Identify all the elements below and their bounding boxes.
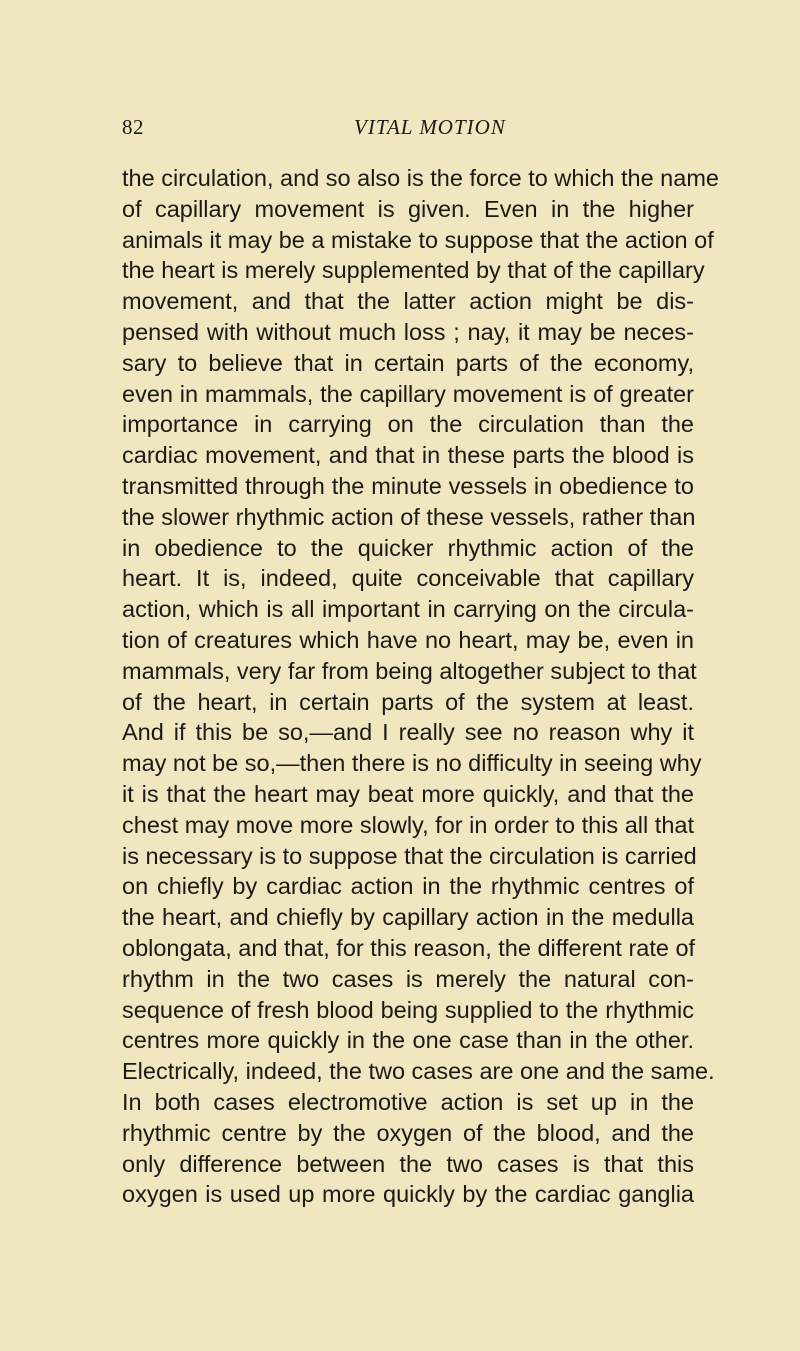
text-line: the slower rhythmic action of these vessels, rather than xyxy=(122,503,696,530)
text-line: mammals, very far from being altogether subject to that xyxy=(122,657,697,684)
text-line: importance in carrying on the circulation than the xyxy=(122,411,694,438)
text-line: on chiefly by cardiac action in the rhythmic centres of xyxy=(122,873,694,900)
text-line: centres more quickly in the one case than in the other. xyxy=(122,1027,694,1054)
text-line: sary to believe that in certain parts of the economy, xyxy=(122,349,694,376)
text-line: rhythm in the two cases is merely the natural con- xyxy=(122,965,694,992)
text-line: animals it may be a mistake to suppose that the action of xyxy=(122,226,714,253)
text-line: Electrically, indeed, the two cases are one and the same. xyxy=(122,1058,715,1085)
text-line: only difference between the two cases is that this xyxy=(122,1150,694,1177)
text-line: in obedience to the quicker rhythmic action of the xyxy=(122,534,694,561)
text-line: oxygen is used up more quickly by the cardiac ganglia xyxy=(122,1181,694,1208)
text-line: may not be so,—then there is no difficulty in seeing why xyxy=(122,750,702,777)
text-line: oblongata, and that, for this reason, the different rate of xyxy=(122,934,696,961)
page-number: 82 xyxy=(122,115,144,139)
text-line: rhythmic centre by the oxygen of the blood, and the xyxy=(122,1119,694,1146)
text-line: tion of creatures which have no heart, may be, even in xyxy=(122,626,694,653)
text-line: In both cases electromotive action is set up in the xyxy=(122,1088,694,1115)
text-line: And if this be so,—and I really see no reason why it xyxy=(122,719,694,746)
text-line: of capillary movement is given. Even in the higher xyxy=(122,195,694,222)
running-title: VITAL MOTION xyxy=(354,115,506,139)
text-line: the heart is merely supplemented by that of the capillary xyxy=(122,257,705,284)
text-line: movement, and that the latter action might be dis- xyxy=(122,288,694,315)
text-line: is necessary is to suppose that the circulation is carried xyxy=(122,842,697,869)
text-line: action, which is all important in carrying on the circula- xyxy=(122,596,694,623)
text-line: heart. It is, indeed, quite conceivable that capillary xyxy=(122,565,694,592)
text-line: sequence of fresh blood being supplied to the rhythmic xyxy=(122,996,694,1023)
text-line: the heart, and chiefly by capillary action in the medulla xyxy=(122,904,694,931)
running-head xyxy=(0,115,800,145)
text-line: transmitted through the minute vessels in obedience to xyxy=(122,472,694,499)
text-line: pensed with without much loss ; nay, it may be neces- xyxy=(122,318,694,345)
text-line: even in mammals, the capillary movement is of greater xyxy=(122,380,694,407)
text-line: chest may move more slowly, for in order to this all that xyxy=(122,811,694,838)
text-line: of the heart, in certain parts of the system at least. xyxy=(122,688,694,715)
body-text xyxy=(122,163,719,1210)
text-line: cardiac movement, and that in these parts the blood is xyxy=(122,442,694,469)
text-line: the circulation, and so also is the force to which the name xyxy=(122,165,719,191)
text-line: it is that the heart may beat more quickly, and that the xyxy=(122,780,694,807)
